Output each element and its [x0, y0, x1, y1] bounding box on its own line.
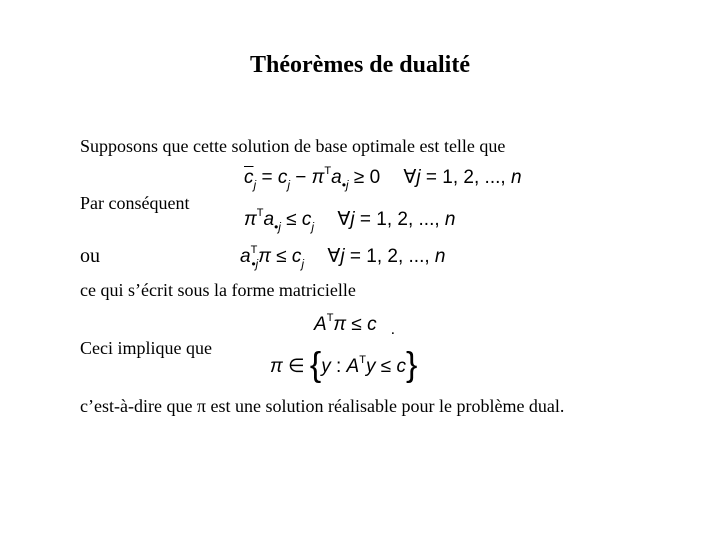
eq3-transpose: T [250, 244, 258, 256]
eq1-pi: π [311, 167, 325, 188]
eq4-dot: . [390, 321, 396, 338]
eq1-sub-j: j [253, 178, 257, 192]
eq2-transpose: T [256, 207, 264, 219]
eq1-n: n [510, 167, 522, 188]
text-line-ceci-implique: Ceci implique que [80, 338, 212, 358]
eq2-j: j [350, 209, 355, 230]
eq5-colon: : [330, 356, 347, 377]
eq5-y2: y [365, 356, 376, 377]
eq3-sub-dotj: •j [251, 257, 259, 271]
eq2-forall: ∀ [337, 209, 351, 230]
equation-transposed-constraint [240, 244, 446, 271]
eq1-sub-dotj: •j [341, 178, 349, 192]
eq5-c: c [396, 356, 406, 377]
text-line-matricielle: ce qui s’écrit sous la forme matricielle [80, 280, 356, 300]
eq1-geq-zero: ≥ 0 [348, 167, 381, 188]
eq2-pi: π [244, 209, 257, 230]
equation-dual-constraint [244, 207, 456, 234]
eq5-right-brace: } [405, 346, 418, 384]
text-line-supposons: Supposons que cette solution de base optimale est telle que [80, 136, 506, 156]
eq3-j: j [340, 246, 345, 267]
eq1-equals: = [256, 167, 278, 188]
eq2-sub-dotj: •j [274, 220, 281, 234]
eq4-c: c [367, 314, 377, 335]
eq5-leq: ≤ [375, 356, 397, 377]
eq4-leq: ≤ [346, 314, 368, 335]
eq3-pi: π [258, 246, 271, 267]
text-line-conclusion: c’est-à-dire que π est une solution réalisable pour le problème dual. [80, 396, 565, 416]
eq4-A: A [314, 314, 327, 335]
eq2-sub-j: j [311, 220, 315, 234]
eq3-c: c [291, 246, 302, 267]
eq1-sub-j2: j [287, 178, 290, 192]
eq2-n: n [444, 209, 456, 230]
eq3-n: n [434, 246, 446, 267]
eq3-sub-j: j [301, 257, 305, 271]
eq4-transpose: T [326, 312, 334, 324]
eq3-range: = 1, 2, ..., [344, 246, 435, 267]
page-title: Théorèmes de dualité [250, 52, 470, 78]
equation-matrix-form [314, 314, 395, 336]
eq3-forall: ∀ [327, 246, 341, 267]
eq5-pi: π [270, 356, 283, 377]
eq1-minus: − [290, 167, 312, 188]
eq3-a: a [240, 246, 251, 267]
eq3-leq: ≤ [270, 246, 292, 267]
eq5-transpose: T [359, 354, 366, 366]
eq5-left-brace: { [309, 346, 322, 384]
eq5-y: y [321, 356, 331, 377]
text-line-ou: ou [80, 245, 100, 267]
eq1-transpose: T [324, 165, 332, 177]
eq1-forall: ∀ [403, 167, 417, 188]
eq5-A: A [346, 356, 360, 377]
eq1-range: = 1, 2, ..., [420, 167, 511, 188]
eq1-j: j [416, 167, 421, 188]
eq1-c: c [277, 167, 288, 188]
eq5-in: ∈ [282, 356, 310, 377]
eq2-a: a [263, 209, 275, 230]
equation-reduced-cost [244, 165, 522, 192]
eq1-c-bar: $\overline{c}$ [244, 167, 254, 188]
eq4-pi: π [333, 314, 347, 335]
eq1-a: a [331, 167, 342, 188]
eq2-c: c [301, 209, 312, 230]
eq2-leq: ≤ [280, 209, 302, 230]
equation-feasible-set [270, 342, 418, 384]
eq2-range: = 1, 2, ..., [354, 209, 445, 230]
text-line-par-consequent: Par conséquent [80, 193, 190, 213]
